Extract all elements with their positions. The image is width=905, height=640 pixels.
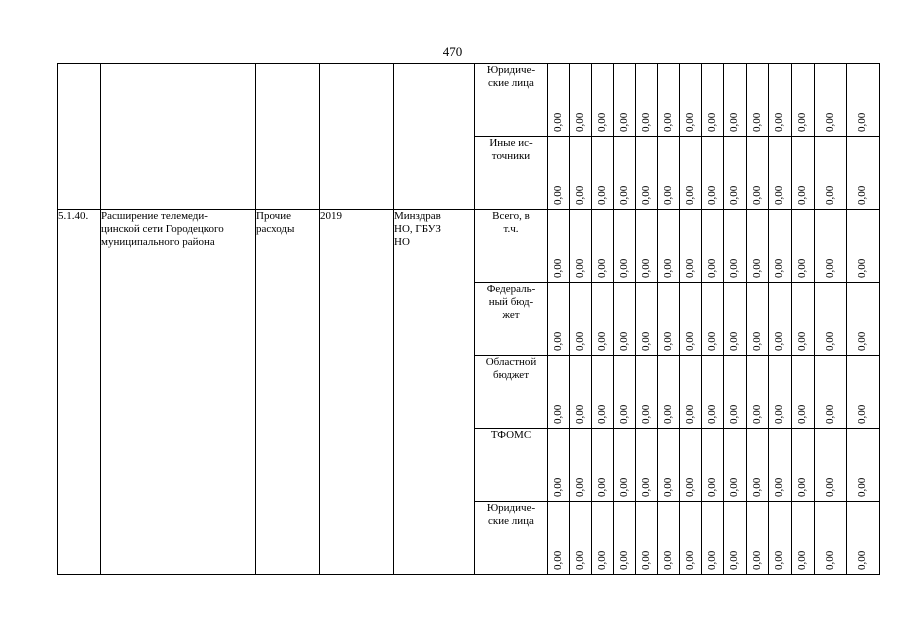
table-row (58, 64, 880, 137)
value-cell (847, 429, 880, 502)
value-cell (724, 283, 747, 356)
value-cell (724, 429, 747, 502)
value-text: 0,00 (617, 477, 630, 497)
value-text: 0,00 (661, 477, 674, 497)
value-cell (658, 210, 680, 283)
value-text: 0,00 (595, 550, 608, 570)
value-text: 0,00 (728, 185, 740, 205)
value-cell (570, 502, 592, 575)
funding-source-cell: Юридиче- ские лица (475, 64, 548, 137)
value-cell (769, 137, 792, 210)
value-cell (702, 210, 724, 283)
value-text: 0,00 (551, 185, 564, 205)
value-cell (636, 283, 658, 356)
value-text: 0,00 (705, 112, 718, 132)
funding-source-cell: Юридиче- ские лица (475, 502, 548, 575)
value-text: 0,00 (750, 112, 763, 132)
value-text: 0,00 (796, 550, 808, 570)
value-cell (680, 502, 702, 575)
value-text: 0,00 (856, 477, 868, 497)
year-cell (320, 64, 394, 210)
value-cell (570, 356, 592, 429)
value-text: 0,00 (728, 477, 740, 497)
funding-source-cell: ТФОМС (475, 429, 548, 502)
executor-cell (394, 64, 475, 210)
item-number-cell (58, 64, 101, 210)
value-text: 0,00 (573, 477, 586, 497)
value-text: 0,00 (551, 404, 564, 424)
value-cell (592, 137, 614, 210)
value-cell (769, 283, 792, 356)
value-text: 0,00 (573, 550, 586, 570)
value-text: 0,00 (661, 258, 674, 278)
value-text: 0,00 (856, 331, 868, 351)
value-text: 0,00 (856, 185, 868, 205)
value-cell (614, 429, 636, 502)
value-text: 0,00 (551, 258, 564, 278)
value-cell (847, 210, 880, 283)
funding-source-cell: Всего, в т.ч. (475, 210, 548, 283)
value-cell (769, 429, 792, 502)
value-text: 0,00 (705, 404, 718, 424)
value-text: 0,00 (595, 185, 608, 205)
funding-source-cell: Федераль- ный бюд- жет (475, 283, 548, 356)
value-text: 0,00 (773, 258, 785, 278)
value-cell (724, 210, 747, 283)
value-cell (658, 283, 680, 356)
value-text: 0,00 (823, 185, 836, 205)
value-cell (680, 137, 702, 210)
value-text: 0,00 (856, 258, 868, 278)
value-text: 0,00 (728, 258, 740, 278)
value-cell (702, 502, 724, 575)
value-cell (815, 283, 847, 356)
value-cell (747, 502, 769, 575)
value-text: 0,00 (573, 404, 586, 424)
value-cell (636, 210, 658, 283)
value-cell (792, 429, 815, 502)
value-cell (847, 137, 880, 210)
year-cell: 2019 (320, 210, 394, 575)
value-cell (570, 137, 592, 210)
value-text: 0,00 (750, 185, 763, 205)
value-text: 0,00 (617, 404, 630, 424)
value-cell (847, 356, 880, 429)
value-cell (636, 429, 658, 502)
value-text: 0,00 (683, 404, 696, 424)
expense-type-cell: Прочие расходы (256, 210, 320, 575)
value-cell (658, 502, 680, 575)
value-text: 0,00 (823, 112, 836, 132)
value-cell (570, 210, 592, 283)
value-text: 0,00 (728, 404, 740, 424)
value-cell (792, 283, 815, 356)
value-cell (658, 64, 680, 137)
value-cell (747, 64, 769, 137)
value-text: 0,00 (595, 258, 608, 278)
page-number: 470 (442, 44, 463, 59)
value-text: 0,00 (617, 550, 630, 570)
value-cell (548, 64, 570, 137)
value-cell (747, 283, 769, 356)
value-cell (769, 64, 792, 137)
value-text: 0,00 (823, 550, 836, 570)
value-text: 0,00 (796, 185, 808, 205)
value-text: 0,00 (661, 331, 674, 351)
executor-cell: Минздрав НО, ГБУЗ НО (394, 210, 475, 575)
value-text: 0,00 (661, 550, 674, 570)
funding-source-cell: Иные ис- точники (475, 137, 548, 210)
value-cell (592, 502, 614, 575)
value-cell (680, 210, 702, 283)
value-cell (702, 64, 724, 137)
item-name-cell (101, 64, 256, 210)
value-cell (658, 429, 680, 502)
value-cell (614, 64, 636, 137)
value-cell (636, 502, 658, 575)
value-text: 0,00 (617, 331, 630, 351)
value-text: 0,00 (639, 477, 652, 497)
value-text: 0,00 (639, 258, 652, 278)
value-text: 0,00 (705, 185, 718, 205)
value-cell (747, 137, 769, 210)
value-cell (724, 137, 747, 210)
funding-source-cell: Областной бюджет (475, 356, 548, 429)
value-cell (592, 210, 614, 283)
value-cell (592, 429, 614, 502)
value-text: 0,00 (773, 477, 785, 497)
value-cell (570, 64, 592, 137)
value-text: 0,00 (573, 185, 586, 205)
value-cell (724, 502, 747, 575)
value-cell (815, 64, 847, 137)
value-text: 0,00 (823, 258, 836, 278)
value-text: 0,00 (750, 404, 763, 424)
value-text: 0,00 (728, 331, 740, 351)
value-text: 0,00 (683, 550, 696, 570)
value-text: 0,00 (728, 112, 740, 132)
value-cell (548, 210, 570, 283)
value-text: 0,00 (705, 550, 718, 570)
value-cell (614, 283, 636, 356)
value-text: 0,00 (661, 185, 674, 205)
value-cell (680, 356, 702, 429)
value-cell (680, 64, 702, 137)
value-text: 0,00 (573, 112, 586, 132)
value-cell (658, 137, 680, 210)
value-cell (614, 356, 636, 429)
value-text: 0,00 (573, 331, 586, 351)
value-text: 0,00 (595, 112, 608, 132)
value-cell (614, 502, 636, 575)
value-text: 0,00 (856, 404, 868, 424)
value-text: 0,00 (573, 258, 586, 278)
value-cell (847, 64, 880, 137)
value-text: 0,00 (856, 550, 868, 570)
value-text: 0,00 (750, 258, 763, 278)
value-text: 0,00 (639, 331, 652, 351)
value-cell (592, 356, 614, 429)
value-cell (592, 64, 614, 137)
value-text: 0,00 (683, 112, 696, 132)
value-cell (680, 429, 702, 502)
value-text: 0,00 (661, 112, 674, 132)
value-text: 0,00 (617, 258, 630, 278)
value-cell (792, 210, 815, 283)
value-text: 0,00 (773, 550, 785, 570)
value-cell (570, 283, 592, 356)
value-cell (548, 283, 570, 356)
value-text: 0,00 (617, 185, 630, 205)
value-text: 0,00 (639, 185, 652, 205)
value-text: 0,00 (683, 258, 696, 278)
value-cell (815, 356, 847, 429)
value-cell (658, 356, 680, 429)
value-cell (548, 429, 570, 502)
value-cell (548, 502, 570, 575)
value-cell (769, 356, 792, 429)
value-cell (792, 137, 815, 210)
value-text: 0,00 (796, 258, 808, 278)
value-text: 0,00 (661, 404, 674, 424)
value-cell (847, 502, 880, 575)
value-text: 0,00 (796, 112, 808, 132)
value-cell (702, 429, 724, 502)
value-cell (747, 210, 769, 283)
value-text: 0,00 (595, 404, 608, 424)
value-text: 0,00 (705, 477, 718, 497)
value-cell (815, 502, 847, 575)
value-text: 0,00 (750, 331, 763, 351)
value-text: 0,00 (683, 477, 696, 497)
value-text: 0,00 (773, 404, 785, 424)
value-cell (769, 502, 792, 575)
value-text: 0,00 (551, 550, 564, 570)
value-text: 0,00 (773, 112, 785, 132)
value-text: 0,00 (639, 404, 652, 424)
value-cell (792, 356, 815, 429)
expense-type-cell (256, 64, 320, 210)
value-cell (570, 429, 592, 502)
value-cell (702, 283, 724, 356)
value-text: 0,00 (705, 258, 718, 278)
value-cell (792, 502, 815, 575)
value-text: 0,00 (728, 550, 740, 570)
value-text: 0,00 (823, 404, 836, 424)
value-cell (815, 429, 847, 502)
value-cell (614, 210, 636, 283)
value-cell (614, 137, 636, 210)
value-text: 0,00 (705, 331, 718, 351)
value-cell (636, 356, 658, 429)
value-cell (636, 64, 658, 137)
value-cell (592, 283, 614, 356)
value-text: 0,00 (551, 477, 564, 497)
value-text: 0,00 (683, 185, 696, 205)
value-cell (847, 283, 880, 356)
value-text: 0,00 (551, 112, 564, 132)
value-text: 0,00 (551, 331, 564, 351)
item-number-cell: 5.1.40. (58, 210, 101, 575)
value-text: 0,00 (683, 331, 696, 351)
value-cell (724, 356, 747, 429)
value-text: 0,00 (796, 404, 808, 424)
value-text: 0,00 (595, 331, 608, 351)
value-text: 0,00 (595, 477, 608, 497)
value-cell (769, 210, 792, 283)
value-text: 0,00 (617, 112, 630, 132)
value-cell (815, 210, 847, 283)
value-text: 0,00 (796, 477, 808, 497)
value-text: 0,00 (750, 550, 763, 570)
value-cell (815, 137, 847, 210)
item-name-cell: Расширение телемеди- цинской сети Городецкого муниципального района (101, 210, 256, 575)
value-cell (680, 283, 702, 356)
value-text: 0,00 (856, 112, 868, 132)
value-text: 0,00 (639, 550, 652, 570)
value-cell (702, 356, 724, 429)
value-text: 0,00 (773, 185, 785, 205)
value-text: 0,00 (796, 331, 808, 351)
value-cell (724, 64, 747, 137)
value-cell (747, 356, 769, 429)
value-cell (702, 137, 724, 210)
budget-table (57, 63, 880, 575)
table-row (58, 210, 880, 283)
value-cell (792, 64, 815, 137)
value-text: 0,00 (823, 477, 836, 497)
value-text: 0,00 (773, 331, 785, 351)
value-cell (747, 429, 769, 502)
value-text: 0,00 (823, 331, 836, 351)
value-cell (548, 356, 570, 429)
value-cell (636, 137, 658, 210)
value-cell (548, 137, 570, 210)
value-text: 0,00 (639, 112, 652, 132)
value-text: 0,00 (750, 477, 763, 497)
